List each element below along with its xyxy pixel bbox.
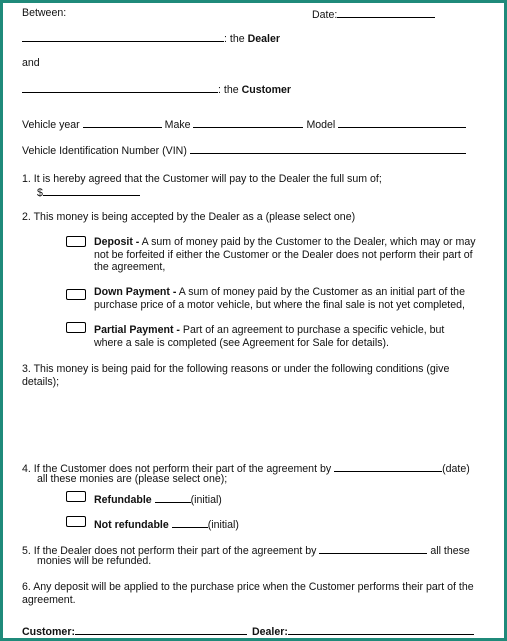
refundable-initial-field[interactable] bbox=[155, 492, 191, 503]
item-5-text-a: 5. If the Dealer does not perform their part of the agreement by bbox=[22, 545, 317, 557]
customer-signature-field[interactable] bbox=[75, 624, 247, 635]
not-refundable-initial-field[interactable] bbox=[172, 517, 208, 528]
deposit-option bbox=[94, 236, 482, 274]
partial-payment-checkbox[interactable] bbox=[66, 322, 86, 333]
refundable-row bbox=[94, 492, 222, 506]
refundable-label: Refundable bbox=[94, 494, 152, 506]
partial-payment-option bbox=[94, 324, 474, 349]
date-field[interactable] bbox=[337, 7, 435, 18]
down-payment-option bbox=[94, 286, 488, 311]
item-5-text-b: all these bbox=[430, 545, 470, 557]
not-refundable-initial-label: (initial) bbox=[207, 519, 239, 531]
customer-word: Customer bbox=[241, 84, 292, 96]
make-field[interactable] bbox=[193, 117, 303, 128]
dealer-deadline-field[interactable] bbox=[319, 543, 427, 554]
partial-payment-description: Part of an agreement to purchase a specific vehicle, but where a sale is completed (see Agreement for Sale for details). bbox=[94, 324, 445, 349]
vin-row bbox=[22, 143, 466, 157]
dealer-signature-field[interactable] bbox=[288, 624, 474, 635]
vin-label: Vehicle Identification Number (VIN) bbox=[22, 145, 187, 157]
vehicle-year-field[interactable] bbox=[83, 117, 162, 128]
dealer-signature-label: Dealer: bbox=[251, 626, 288, 638]
item-4-text-b: all these monies are (please select one); bbox=[37, 473, 228, 485]
amount-row bbox=[37, 185, 140, 199]
deposit-title: Deposit - bbox=[94, 236, 140, 248]
item-5-text-c: monies will be refunded. bbox=[37, 555, 152, 567]
make-label: Make bbox=[164, 119, 191, 131]
down-payment-title: Down Payment - bbox=[94, 286, 177, 298]
item-1-text: 1. It is hereby agreed that the Customer will pay to the Dealer the full sum of; bbox=[22, 173, 382, 185]
not-refundable-row bbox=[94, 517, 239, 531]
refundable-checkbox[interactable] bbox=[66, 491, 86, 502]
not-refundable-label: Not refundable bbox=[94, 519, 169, 531]
item-2-text: 2. This money is being accepted by the Dealer as a (please select one) bbox=[22, 211, 356, 223]
not-refundable-checkbox[interactable] bbox=[66, 516, 86, 527]
dealer-suffix: : the bbox=[224, 33, 245, 45]
currency-symbol: $ bbox=[37, 187, 43, 199]
and-label: and bbox=[22, 57, 40, 69]
item-6-content: 6. Any deposit will be applied to the purchase price when the Customer performs their part of the agreement. bbox=[22, 581, 474, 606]
deposit-checkbox[interactable] bbox=[66, 236, 86, 247]
item-6-text bbox=[22, 581, 484, 606]
model-label: Model bbox=[306, 119, 336, 131]
dealer-word: Dealer bbox=[247, 33, 280, 45]
vin-field[interactable] bbox=[190, 143, 466, 154]
date-label: Date: bbox=[312, 9, 338, 21]
dealer-row bbox=[22, 31, 280, 45]
refundable-initial-label: (initial) bbox=[190, 494, 222, 506]
customer-signature-label: Customer: bbox=[22, 626, 75, 638]
customer-suffix: : the bbox=[218, 84, 239, 96]
item-4-date-label: (date) bbox=[442, 463, 470, 475]
customer-name-field[interactable] bbox=[22, 82, 218, 93]
customer-deadline-field[interactable] bbox=[334, 461, 442, 472]
down-payment-description: A sum of money paid by the Customer as an initial part of the purchase price of a motor vehicle, but where the final sale is not yet completed, bbox=[94, 286, 465, 311]
between-label: Between: bbox=[22, 7, 67, 19]
dealer-name-field[interactable] bbox=[22, 31, 224, 42]
partial-payment-title: Partial Payment - bbox=[94, 324, 180, 336]
amount-field[interactable] bbox=[43, 185, 140, 196]
date-row bbox=[312, 7, 435, 21]
item-3-content: 3. This money is being paid for the following reasons or under the following conditions (give details); bbox=[22, 363, 450, 388]
item-4-text-a: 4. If the Customer does not perform their part of the agreement by bbox=[22, 463, 332, 475]
vehicle-row bbox=[22, 117, 466, 131]
signature-row bbox=[22, 624, 474, 638]
deposit-description: A sum of money paid by the Customer to the Dealer, which may or may not be forfeited if either the Customer or the Dealer does not perform their part of the agreement, bbox=[94, 236, 476, 273]
down-payment-checkbox[interactable] bbox=[66, 289, 86, 300]
customer-row bbox=[22, 82, 291, 96]
item-3-text bbox=[22, 363, 482, 388]
model-field[interactable] bbox=[338, 117, 466, 128]
vehicle-year-label: Vehicle year bbox=[22, 119, 80, 131]
